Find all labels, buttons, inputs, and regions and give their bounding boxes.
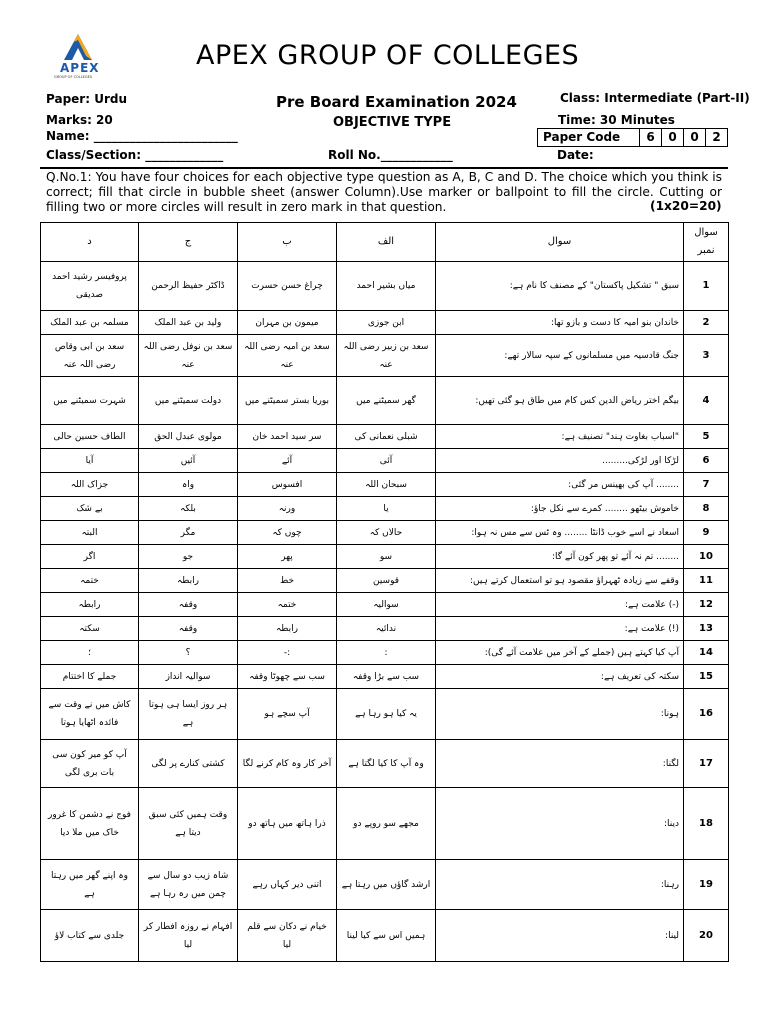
- college-name: APEX GROUP OF COLLEGES: [196, 40, 580, 71]
- option-a: سوالیہ: [337, 593, 436, 617]
- option-a: شبلی نعمانی کی: [337, 425, 436, 449]
- time-label: Time: 30 Minutes: [558, 113, 675, 127]
- table-row: [41, 788, 729, 860]
- question-number: 5: [684, 425, 729, 449]
- option-a: سب سے بڑا وقفہ: [337, 665, 436, 689]
- header-divider: [40, 167, 728, 169]
- option-a: آئی: [337, 449, 436, 473]
- table-row: [41, 617, 729, 641]
- question-text: دینا:: [436, 788, 684, 860]
- option-c: مولوی عبدل الحق: [139, 425, 238, 449]
- table-row: [41, 377, 729, 425]
- question-number: 8: [684, 497, 729, 521]
- question-text: ........ تم نہ آئے تو پھر کون آئے گا:: [436, 545, 684, 569]
- option-c: مگر: [139, 521, 238, 545]
- option-c: ولید بن عبد الملک: [139, 311, 238, 335]
- question-text: آپ کیا کہتے ہیں (جملے کے آخر میں علامت آئے گی):: [436, 641, 684, 665]
- option-b: سعد بن امیہ رضی اللہ عنہ: [238, 335, 337, 377]
- option-d: فوج نے دشمن کا غرور خاک میں ملا دیا: [41, 788, 139, 860]
- table-row: [41, 740, 729, 788]
- question-number: 3: [684, 335, 729, 377]
- option-c: سوالیہ انداز: [139, 665, 238, 689]
- question-number: 7: [684, 473, 729, 497]
- college-logo: [50, 32, 106, 80]
- option-a: وہ آپ کا کیا لگتا ہے: [337, 740, 436, 788]
- table-header-row: [41, 223, 729, 262]
- option-b: چوں کہ: [238, 521, 337, 545]
- table-row: [41, 641, 729, 665]
- question-text: لڑکا اور لڑکی.........: [436, 449, 684, 473]
- table-row: [41, 311, 729, 335]
- question-number: 18: [684, 788, 729, 860]
- question-number: 19: [684, 860, 729, 910]
- question-number: 17: [684, 740, 729, 788]
- col-header-question: سوال: [436, 223, 684, 262]
- option-a: سبحان اللہ: [337, 473, 436, 497]
- option-d: شہرت سمیٹنے میں: [41, 377, 139, 425]
- option-a: گھر سمیٹنے میں: [337, 377, 436, 425]
- option-b: :-: [238, 641, 337, 665]
- option-b: افسوس: [238, 473, 337, 497]
- table-row: [41, 497, 729, 521]
- option-a: ہمیں اس سے کیا لینا: [337, 910, 436, 962]
- option-d: البتہ: [41, 521, 139, 545]
- question-number: 12: [684, 593, 729, 617]
- option-b: سر سید احمد خان: [238, 425, 337, 449]
- option-b: سب سے چھوٹا وقفہ: [238, 665, 337, 689]
- table-row: [41, 569, 729, 593]
- exam-title: Pre Board Examination 2024: [276, 93, 517, 111]
- option-c: وقفہ: [139, 593, 238, 617]
- table-row: [41, 262, 729, 311]
- table-row: [41, 689, 729, 740]
- paper-code-box: [537, 128, 728, 147]
- option-a: یا: [337, 497, 436, 521]
- option-c: افہام نے روزہ افطار کر لیا: [139, 910, 238, 962]
- option-b: ختمہ: [238, 593, 337, 617]
- table-row: [41, 593, 729, 617]
- question-number: 16: [684, 689, 729, 740]
- option-a: ارشد گاؤں میں رہتا ہے: [337, 860, 436, 910]
- option-b: رابطہ: [238, 617, 337, 641]
- option-c: ڈاکٹر حفیظ الرحمن: [139, 262, 238, 311]
- option-c: بلکہ: [139, 497, 238, 521]
- paper-code-label: Paper Code: [538, 129, 640, 146]
- option-a: سو: [337, 545, 436, 569]
- col-header-number: سوال نمبر: [684, 223, 729, 262]
- table-row: [41, 545, 729, 569]
- option-b: خط: [238, 569, 337, 593]
- question-number: 1: [684, 262, 729, 311]
- question-text: (-) علامت ہے:: [436, 593, 684, 617]
- option-b: آئے: [238, 449, 337, 473]
- question-number: 2: [684, 311, 729, 335]
- option-d: مسلمہ بن عبد الملک: [41, 311, 139, 335]
- option-b: آخر کار وہ کام کرنے لگا: [238, 740, 337, 788]
- option-c: ؟: [139, 641, 238, 665]
- question-text: خاموش بیٹھو ........ کمرے سے نکل جاؤ:: [436, 497, 684, 521]
- option-d: جملے کا اختتام: [41, 665, 139, 689]
- col-header-a: الف: [337, 223, 436, 262]
- question-table: [40, 222, 729, 962]
- question-number: 10: [684, 545, 729, 569]
- option-a: سعد بن زبیر رضی اللہ عنہ: [337, 335, 436, 377]
- question-text: "اسباب بغاوت ہند" تصنیف ہے:: [436, 425, 684, 449]
- name-field: Name: ________________________: [46, 129, 238, 143]
- instructions: Q.No.1: You have four choices for each objective type question as A, B, C and D. The choice which you think is correct; fill that circle in bubble sheet (answer Column).Use marker or ballpoint to fill the circle. Cutting or filling two or more circles will result in zero mark in that question.: [46, 170, 722, 214]
- option-c: آئیں: [139, 449, 238, 473]
- table-row: [41, 473, 729, 497]
- question-text: وقفے سے زیادہ ٹھہراؤ مقصود ہو تو استعمال کرتے ہیں:: [436, 569, 684, 593]
- option-a: میاں بشیر احمد: [337, 262, 436, 311]
- option-d: بے شک: [41, 497, 139, 521]
- question-number: 11: [684, 569, 729, 593]
- col-header-d: د: [41, 223, 139, 262]
- option-b: خیام نے دکان سے قلم لیا: [238, 910, 337, 962]
- option-a: ندائیہ: [337, 617, 436, 641]
- option-a: حالاں کہ: [337, 521, 436, 545]
- option-d: الطاف حسین حالی: [41, 425, 139, 449]
- option-b: چراغ حسن حسرت: [238, 262, 337, 311]
- table-row: [41, 665, 729, 689]
- question-text: سبق " تشکیل پاکستان" کے مصنف کا نام ہے:: [436, 262, 684, 311]
- option-d: جلدی سے کتاب لاؤ: [41, 910, 139, 962]
- question-text: خاندان بنو امیہ کا دست و بازو تھا:: [436, 311, 684, 335]
- question-number: 4: [684, 377, 729, 425]
- question-number: 14: [684, 641, 729, 665]
- table-row: [41, 425, 729, 449]
- question-text: لگنا:: [436, 740, 684, 788]
- paper-label: Paper: Urdu: [46, 92, 127, 106]
- option-c: کشتی کنارے پر لگی: [139, 740, 238, 788]
- option-d: آیا: [41, 449, 139, 473]
- class-label: Class: Intermediate (Part-II): [560, 91, 750, 105]
- option-d: اگر: [41, 545, 139, 569]
- option-d: جزاک اللہ: [41, 473, 139, 497]
- option-b: ذرا ہاتھ میں ہاتھ دو: [238, 788, 337, 860]
- table-row: [41, 335, 729, 377]
- marks-label: Marks: 20: [46, 113, 113, 127]
- marks-formula: (1x20=20): [650, 199, 722, 213]
- paper-code-digit: 6: [640, 129, 662, 146]
- option-d: پروفیسر رشید احمد صدیقی: [41, 262, 139, 311]
- option-b: بوریا بستر سمیٹنے میں: [238, 377, 337, 425]
- question-text: ........ آپ کی بھینس مر گئی:: [436, 473, 684, 497]
- question-number: 9: [684, 521, 729, 545]
- option-a: مجھے سو روپے دو: [337, 788, 436, 860]
- option-c: شاہ زیب دو سال سے چمن میں رہ رہا ہے: [139, 860, 238, 910]
- option-c: جو: [139, 545, 238, 569]
- table-row: [41, 521, 729, 545]
- question-number: 20: [684, 910, 729, 962]
- roll-no-field: Roll No.____________: [328, 148, 453, 162]
- question-number: 15: [684, 665, 729, 689]
- option-b: میمون بن مہران: [238, 311, 337, 335]
- option-c: دولت سمیٹنے میں: [139, 377, 238, 425]
- option-d: رابطہ: [41, 593, 139, 617]
- paper-code-digit: 0: [684, 129, 706, 146]
- table-row: [41, 860, 729, 910]
- question-text: جنگ قادسیہ میں مسلمانوں کے سپہ سالار تھے:: [436, 335, 684, 377]
- option-b: ورنہ: [238, 497, 337, 521]
- question-text: لینا:: [436, 910, 684, 962]
- date-field: Date:: [557, 148, 594, 162]
- question-text: (!) علامت ہے:: [436, 617, 684, 641]
- option-b: پھر: [238, 545, 337, 569]
- option-d: سعد بن ابی وقاص رضی اللہ عنہ: [41, 335, 139, 377]
- option-a: یہ کیا ہو رہا ہے: [337, 689, 436, 740]
- option-d: ؛: [41, 641, 139, 665]
- option-c: ہر روز ایسا ہی ہوتا ہے: [139, 689, 238, 740]
- option-d: وہ اپنے گھر میں رہتا ہے: [41, 860, 139, 910]
- question-number: 6: [684, 449, 729, 473]
- paper-code-digit: 2: [712, 130, 721, 144]
- option-c: سعد بن نوفل رضی اللہ عنہ: [139, 335, 238, 377]
- option-a: قوسین: [337, 569, 436, 593]
- table-row: [41, 449, 729, 473]
- option-c: وقت ہمیں کئی سبق دیتا ہے: [139, 788, 238, 860]
- option-d: سکتہ: [41, 617, 139, 641]
- option-b: آپ سچے ہو: [238, 689, 337, 740]
- logo-subtext: GROUP OF COLLEGES: [54, 75, 93, 79]
- option-a: :: [337, 641, 436, 665]
- question-text: رہنا:: [436, 860, 684, 910]
- question-text: ہونا:: [436, 689, 684, 740]
- question-text: سکتہ کی تعریف ہے:: [436, 665, 684, 689]
- question-text: اسعاد نے اسے خوب ڈانٹا ........ وہ ٹس سے مس نہ ہوا:: [436, 521, 684, 545]
- exam-type: OBJECTIVE TYPE: [333, 115, 452, 130]
- question-number: 13: [684, 617, 729, 641]
- option-c: وقفہ: [139, 617, 238, 641]
- option-d: آپ کو میر کون سی بات بری لگی: [41, 740, 139, 788]
- logo-text: APEX: [60, 61, 100, 75]
- question-text: بیگم اختر ریاض الدین کس کام میں طاق ہو گئی تھیں:: [436, 377, 684, 425]
- paper-code-digit: 0: [662, 129, 684, 146]
- col-header-b: ب: [238, 223, 337, 262]
- option-d: ختمہ: [41, 569, 139, 593]
- table-row: [41, 910, 729, 962]
- option-c: واہ: [139, 473, 238, 497]
- option-c: رابطہ: [139, 569, 238, 593]
- option-a: ابن جوزی: [337, 311, 436, 335]
- col-header-c: ج: [139, 223, 238, 262]
- option-d: کاش میں نے وقت سے فائدہ اٹھایا ہوتا: [41, 689, 139, 740]
- class-section-field: Class/Section: _____________: [46, 148, 224, 162]
- option-b: اتنی دیر کہاں رہے: [238, 860, 337, 910]
